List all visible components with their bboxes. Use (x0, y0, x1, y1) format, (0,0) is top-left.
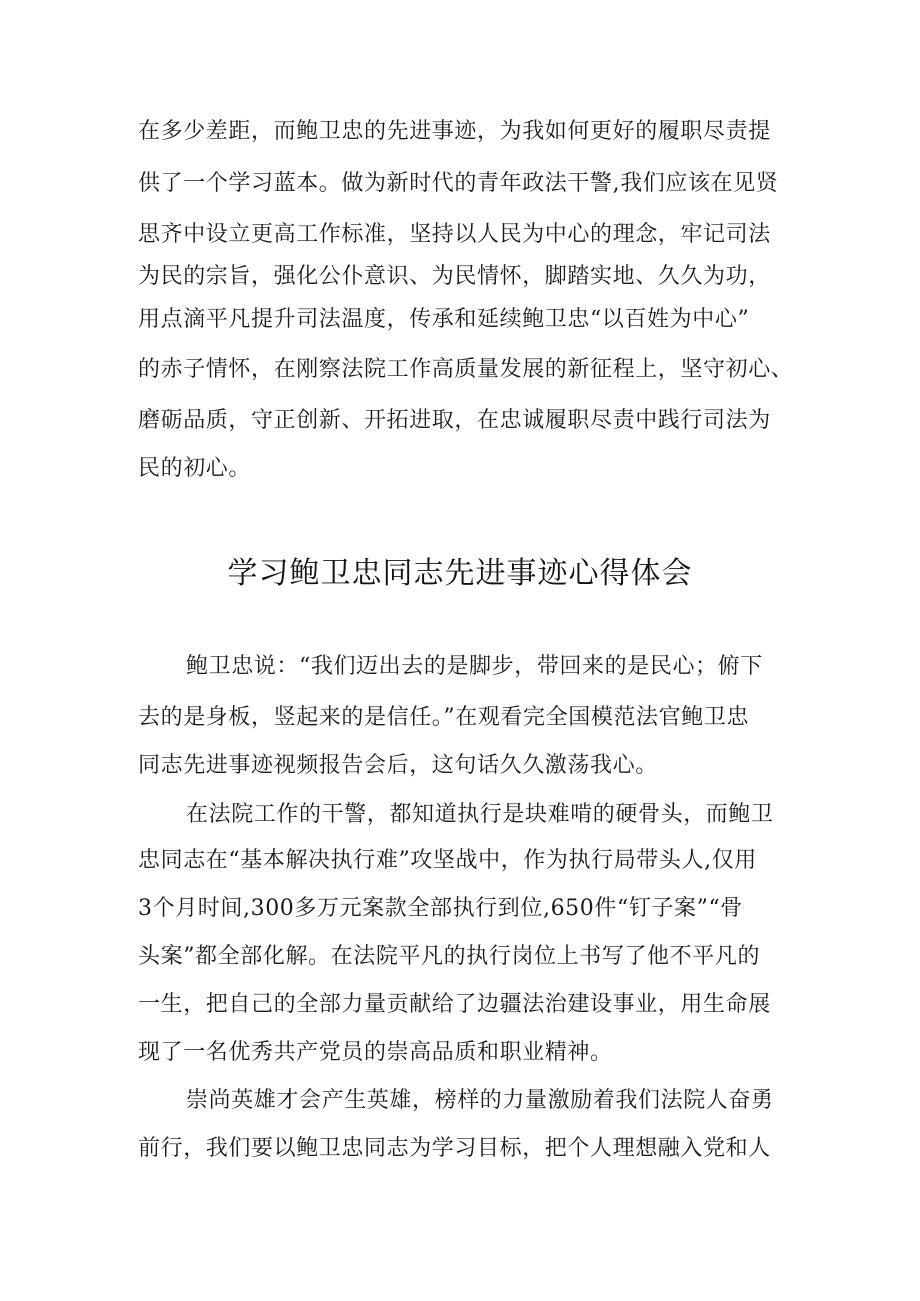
text-line: 在多少差距，而鲍卫忠的先进事迹，为我如何更好的履职尽责提 (138, 119, 771, 144)
text-line: 的赤子情怀，在刚察法院工作高质量发展的新征程上，坚守初心、 (138, 357, 794, 382)
text-line: 民的初心。 (138, 456, 252, 481)
text-line: 同志先进事迹视频报告会后，这句话久久激荡我心。 (138, 753, 658, 778)
text-line: 头案”都全部化解。在法院平凡的执行岗位上书写了他不平凡的 (138, 944, 761, 969)
article-title: 学习鲍卫忠同志先进事迹心得体会 (227, 556, 693, 591)
text-line: 去的是身板，竖起来的是信任。”在观看完全国模范法官鲍卫忠 (138, 705, 750, 730)
text-line: 供了一个学习蓝本。做为新时代的青年政法干警,我们应该在见贤 (138, 171, 779, 196)
text-line: 思齐中设立更高工作标准，坚持以人民为中心的理念，牢记司法 (138, 222, 771, 247)
text-line: 崇尚英雄才会产生英雄，榜样的力量激励着我们法院人奋勇 (186, 1088, 774, 1113)
text-line: 在法院工作的干警，都知道执行是块难啃的硬骨头，而鲍卫 (186, 802, 774, 827)
text-line: 磨砺品质，守正创新、开拓进取，在忠诚履职尽责中践行司法为 (138, 408, 771, 433)
text-line: 一生，把自己的全部力量贡献给了边疆法治建设事业，用生命展 (138, 992, 771, 1017)
text-line: 用点滴平凡提升司法温度，传承和延续鲍卫忠“以百姓为中心” (138, 307, 750, 332)
text-line: 3个月时间,300多万元案款全部执行到位,650件“钉子案”“骨 (138, 896, 743, 921)
text-line: 鲍卫忠说：“我们迈出去的是脚步，带回来的是民心；俯下 (186, 654, 763, 679)
text-line: 忠同志在“基本解决执行难”攻坚战中，作为执行局带头人,仅用 (138, 848, 757, 873)
text-line: 现了一名优秀共产党员的崇高品质和职业精神。 (138, 1040, 613, 1065)
text-line: 前行，我们要以鲍卫忠同志为学习目标，把个人理想融入党和人 (138, 1136, 771, 1161)
text-line: 为民的宗旨，强化公仆意识、为民情怀，脚踏实地、久久为功， (138, 264, 771, 289)
